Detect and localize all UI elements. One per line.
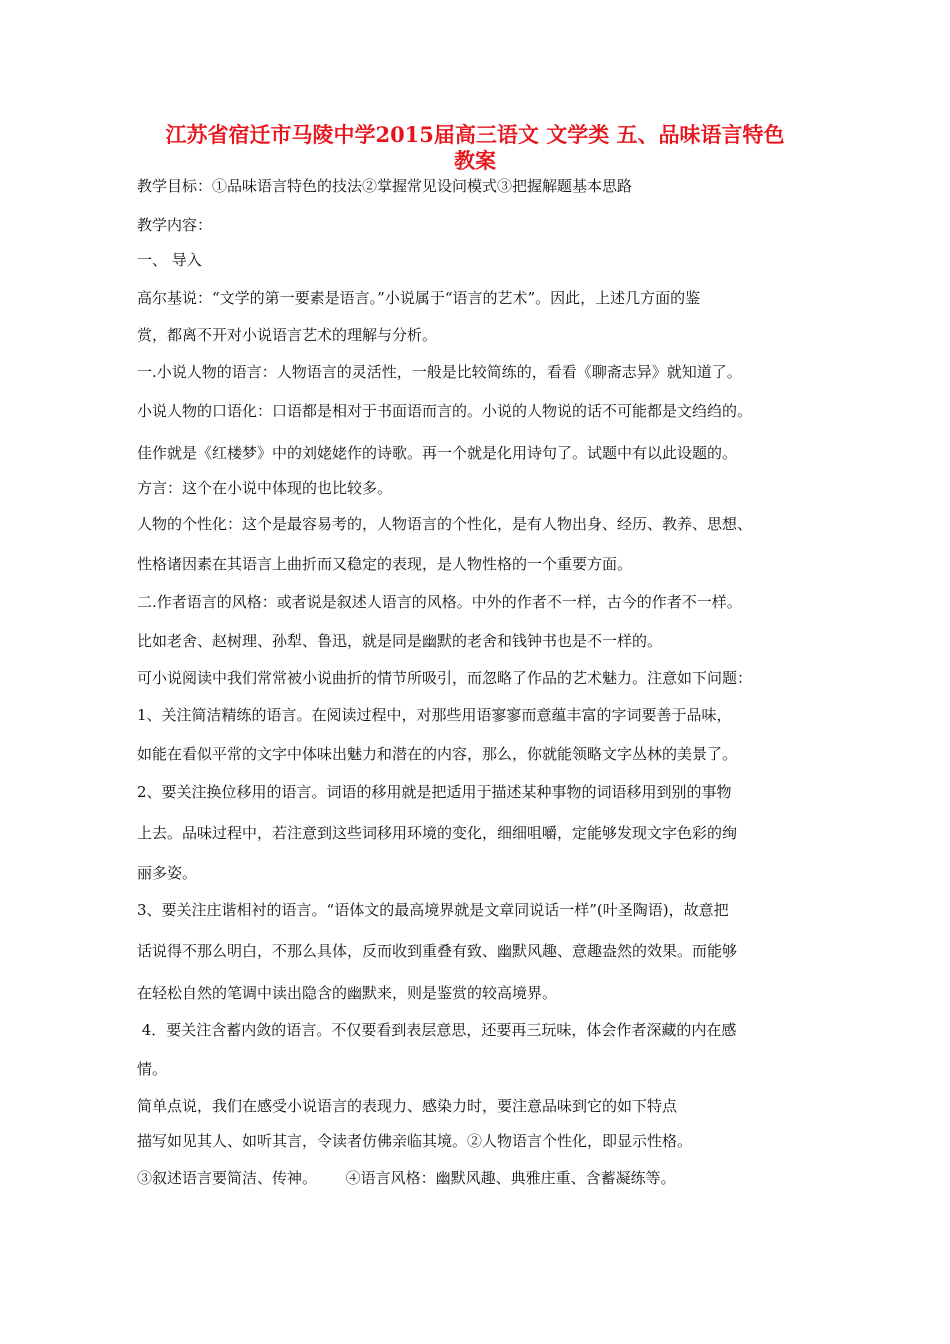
paragraph-line: 上去。品味过程中，若注意到这些词移用环境的变化，细细咀嚼，定能够发现文字色彩的绚 — [137, 824, 738, 842]
paragraph-line: 丽多姿。 — [137, 864, 198, 882]
paragraph-line: 人物的个性化：这个是最容易考的，人物语言的个性化，是有人物出身、经历、教养、思想、 — [137, 515, 753, 533]
teaching-content-heading: 教学内容： — [137, 216, 213, 234]
paragraph-line: 3、要关注庄谐相衬的语言。“语体文的最高境界就是文章同说话一样”(叶圣陶语)，故意把 — [137, 901, 729, 919]
paragraph-line: 性格诸因素在其语言上曲折而又稳定的表现，是人物性格的一个重要方面。 — [137, 555, 633, 573]
paragraph-line: 比如老舍、赵树理、孙犁、鲁迅，就是同是幽默的老舍和钱钟书也是不一样的。 — [137, 632, 663, 650]
paragraph-line: ③叙述语言要简洁、传神。 ④语言风格：幽默风趣、典雅庄重、含蓄凝练等。 — [137, 1169, 676, 1187]
paragraph-line: 话说得不那么明白，不那么具体，反而收到重叠有致、幽默风趣、意趣盎然的效果。而能够 — [137, 942, 738, 960]
paragraph-line: 2、要关注换位移用的语言。词语的移用就是把适用于描述某种事物的词语移用到别的事物 — [137, 783, 732, 801]
paragraph-line: 方言：这个在小说中体现的也比较多。 — [137, 479, 393, 497]
paragraph-line: 4．要关注含蓄内敛的语言。不仅要看到表层意思，还要再三玩味，体会作者深藏的内在感 — [137, 1021, 737, 1039]
paragraph-line: 一.小说人物的语言：人物语言的灵活性，一般是比较简练的，看看《聊斋志异》就知道了。 — [137, 363, 742, 381]
paragraph-line: 高尔基说：“文学的第一要素是语言。”小说属于“语言的艺术”。因此，上述几方面的鉴 — [137, 289, 701, 307]
teaching-goals: 教学目标：①品味语言特色的技法②掌握常见设问模式③把握解题基本思路 — [137, 177, 633, 195]
document-title-continued: 教案 — [454, 148, 496, 173]
paragraph-line: 描写如见其人、如听其言，令读者仿佛亲临其境。②人物语言个性化，即显示性格。 — [137, 1132, 693, 1150]
document-title: 江苏省宿迁市马陵中学2015届高三语文 文学类 五、品味语言特色 — [165, 122, 785, 147]
paragraph-line: 简单点说，我们在感受小说语言的表现力、感染力时，要注意品味到它的如下特点 — [137, 1097, 678, 1115]
paragraph-line: 在轻松自然的笔调中读出隐含的幽默来，则是鉴赏的较高境界。 — [137, 984, 558, 1002]
paragraph-line: 可小说阅读中我们常常被小说曲折的情节所吸引，而忽略了作品的艺术魅力。注意如下问题： — [137, 669, 753, 687]
paragraph-line: 1、关注简洁精练的语言。在阅读过程中，对那些用语寥寥而意蕴丰富的字词要善于品味， — [137, 706, 732, 724]
paragraph-line: 赏，都离不开对小说语言艺术的理解与分析。 — [137, 326, 438, 344]
paragraph-line: 如能在看似平常的文字中体味出魅力和潜在的内容，那么，你就能领略文字丛林的美景了。 — [137, 745, 738, 763]
paragraph-line: 小说人物的口语化：口语都是相对于书面语而言的。小说的人物说的话不可能都是文绉绉的。 — [137, 402, 753, 420]
paragraph-line: 二.作者语言的风格：或者说是叙述人语言的风格。中外的作者不一样，古今的作者不一样。 — [137, 593, 742, 611]
paragraph-line: 佳作就是《红楼梦》中的刘姥姥作的诗歌。再一个就是化用诗句了。试题中有以此设题的。 — [137, 444, 738, 462]
section-heading-intro: 一、 导入 — [137, 251, 202, 269]
paragraph-line: 情。 — [137, 1060, 168, 1078]
